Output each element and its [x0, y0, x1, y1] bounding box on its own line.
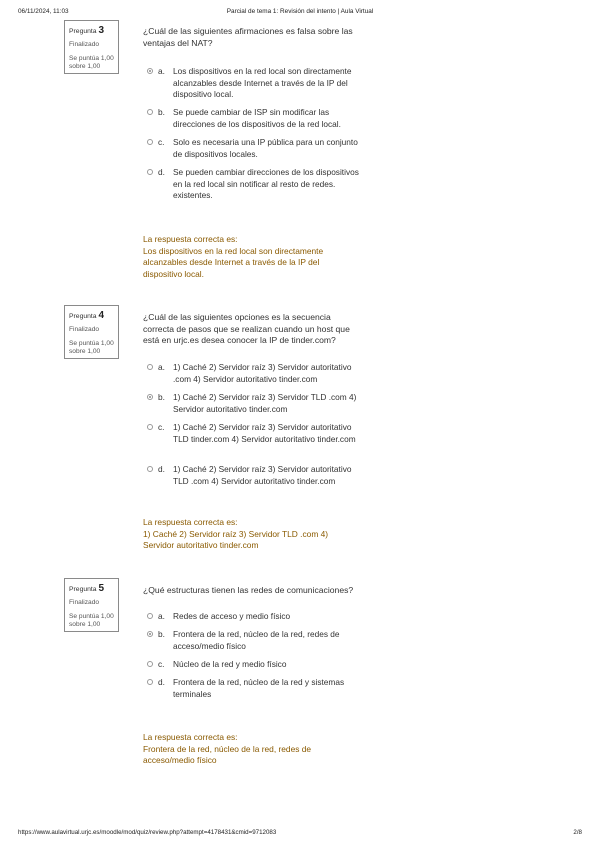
answer-option-a[interactable] — [147, 611, 362, 623]
question-state: Finalizado — [69, 599, 100, 606]
question-number: Pregunta 5 — [69, 583, 105, 594]
radio-icon[interactable] — [147, 466, 153, 472]
question-text: ¿Qué estructuras tienen las redes de comunicaciones? — [143, 585, 354, 595]
radio-icon[interactable] — [147, 109, 153, 115]
option-letter: c. — [158, 137, 165, 147]
feedback-answer: 1) Caché 2) Servidor raíz 3) Servidor TLD .com 4) Servidor autoritativo tinder.com — [143, 528, 329, 550]
feedback-answer: Frontera de la red, núcleo de la red, redes de acceso/medio físico — [143, 743, 312, 765]
option-letter: d. — [158, 677, 165, 687]
option-text: Se pueden cambiar direcciones de los dispositivos en la red local sin notificar al resto de redes. existentes. — [173, 167, 359, 200]
radio-icon[interactable] — [147, 613, 153, 619]
question-score: Se puntúa 1,00 sobre 1,00 — [69, 339, 114, 356]
answer-option-c[interactable] — [147, 659, 362, 671]
print-page-title: Parcial de tema 1: Revisión del intento | Aula Virtual — [226, 8, 374, 15]
question-text: ¿Cuál de las siguientes opciones es la secuencia correcta de pasos que se realizan cuando un host que está en urjc.es desea conocer la IP de tinder.com? — [143, 312, 350, 345]
radio-icon[interactable] — [147, 424, 153, 430]
option-letter: a. — [158, 66, 165, 76]
option-letter: c. — [158, 659, 165, 669]
question-score: Se puntúa 1,00 sobre 1,00 — [69, 54, 114, 71]
correct-answer-feedback — [143, 517, 338, 552]
question-info-box — [64, 578, 119, 632]
question-number: Pregunta 4 — [69, 310, 105, 321]
radio-selected-icon[interactable] — [147, 631, 153, 637]
print-page-number: 2/8 — [573, 829, 582, 836]
answer-option-a[interactable] — [147, 362, 362, 385]
option-letter: b. — [158, 392, 165, 402]
answer-option-b[interactable] — [147, 629, 362, 652]
option-letter: a. — [158, 611, 165, 621]
feedback-answer: Los dispositivos en la red local son directamente alcanzables desde Internet a través de la IP del dispositivo local. — [143, 245, 324, 279]
radio-icon[interactable] — [147, 364, 153, 370]
correct-answer-feedback — [143, 234, 338, 280]
answer-option-b[interactable] — [147, 107, 362, 130]
feedback-label: La respuesta correcta es: — [143, 732, 238, 742]
option-letter: b. — [158, 107, 165, 117]
answer-option-b[interactable] — [147, 392, 362, 415]
option-letter: d. — [158, 464, 165, 474]
print-date: 06/11/2024, 11:03 — [18, 8, 69, 15]
question-info-box — [64, 305, 119, 359]
option-text: Los dispositivos en la red local son directamente alcanzables desde Internet a través de la IP del dispositivo local. — [173, 66, 352, 99]
answer-option-c[interactable] — [147, 422, 362, 445]
radio-selected-icon[interactable] — [147, 68, 153, 74]
question-state: Finalizado — [69, 326, 100, 333]
answer-option-a[interactable] — [147, 66, 362, 101]
option-letter: b. — [158, 629, 165, 639]
correct-answer-feedback — [143, 732, 338, 767]
print-url: https://www.aulavirtual.urjc.es/moodle/mod/quiz/review.php?attempt=4178431&cmid=9712083 — [18, 829, 277, 836]
question-info-box — [64, 20, 119, 74]
option-text: Núcleo de la red y medio físico — [173, 659, 287, 669]
radio-icon[interactable] — [147, 139, 153, 145]
option-text: Solo es necesaria una IP pública para un conjunto de dispositivos locales. — [173, 137, 358, 159]
option-text: Frontera de la red, núcleo de la red y sistemas terminales — [173, 677, 345, 699]
answer-option-d[interactable] — [147, 167, 362, 202]
radio-icon[interactable] — [147, 169, 153, 175]
option-text: Frontera de la red, núcleo de la red, redes de acceso/medio físico — [173, 629, 340, 651]
radio-icon[interactable] — [147, 661, 153, 667]
option-text: 1) Caché 2) Servidor raíz 3) Servidor TLD .com 4) Servidor autoritativo tinder.com — [173, 392, 357, 414]
option-text: 1) Caché 2) Servidor raíz 3) Servidor autoritativo TLD .com 4) Servidor autoritativo tinder.com — [173, 464, 352, 486]
option-letter: d. — [158, 167, 165, 177]
option-text: 1) Caché 2) Servidor raíz 3) Servidor autoritativo TLD tinder.com 4) Servidor autoritativo tinder.com — [173, 422, 356, 444]
option-text: Se puede cambiar de ISP sin modificar las direcciones de los dispositivos de la red local. — [173, 107, 341, 129]
answer-option-c[interactable] — [147, 137, 362, 160]
option-letter: c. — [158, 422, 165, 432]
option-letter: a. — [158, 362, 165, 372]
option-text: 1) Caché 2) Servidor raíz 3) Servidor autoritativo .com 4) Servidor autoritativo tinder.com — [173, 362, 352, 384]
question-number: Pregunta 3 — [69, 25, 105, 36]
answer-option-d[interactable] — [147, 464, 362, 487]
radio-icon[interactable] — [147, 679, 153, 685]
answer-option-d[interactable] — [147, 677, 362, 700]
feedback-label: La respuesta correcta es: — [143, 517, 238, 527]
radio-selected-icon[interactable] — [147, 394, 153, 400]
question-text: ¿Cuál de las siguientes afirmaciones es falsa sobre las ventajas del NAT? — [143, 26, 353, 48]
question-score: Se puntúa 1,00 sobre 1,00 — [69, 612, 114, 629]
option-text: Redes de acceso y medio físico — [173, 611, 291, 621]
feedback-label: La respuesta correcta es: — [143, 234, 238, 244]
question-state: Finalizado — [69, 41, 100, 48]
